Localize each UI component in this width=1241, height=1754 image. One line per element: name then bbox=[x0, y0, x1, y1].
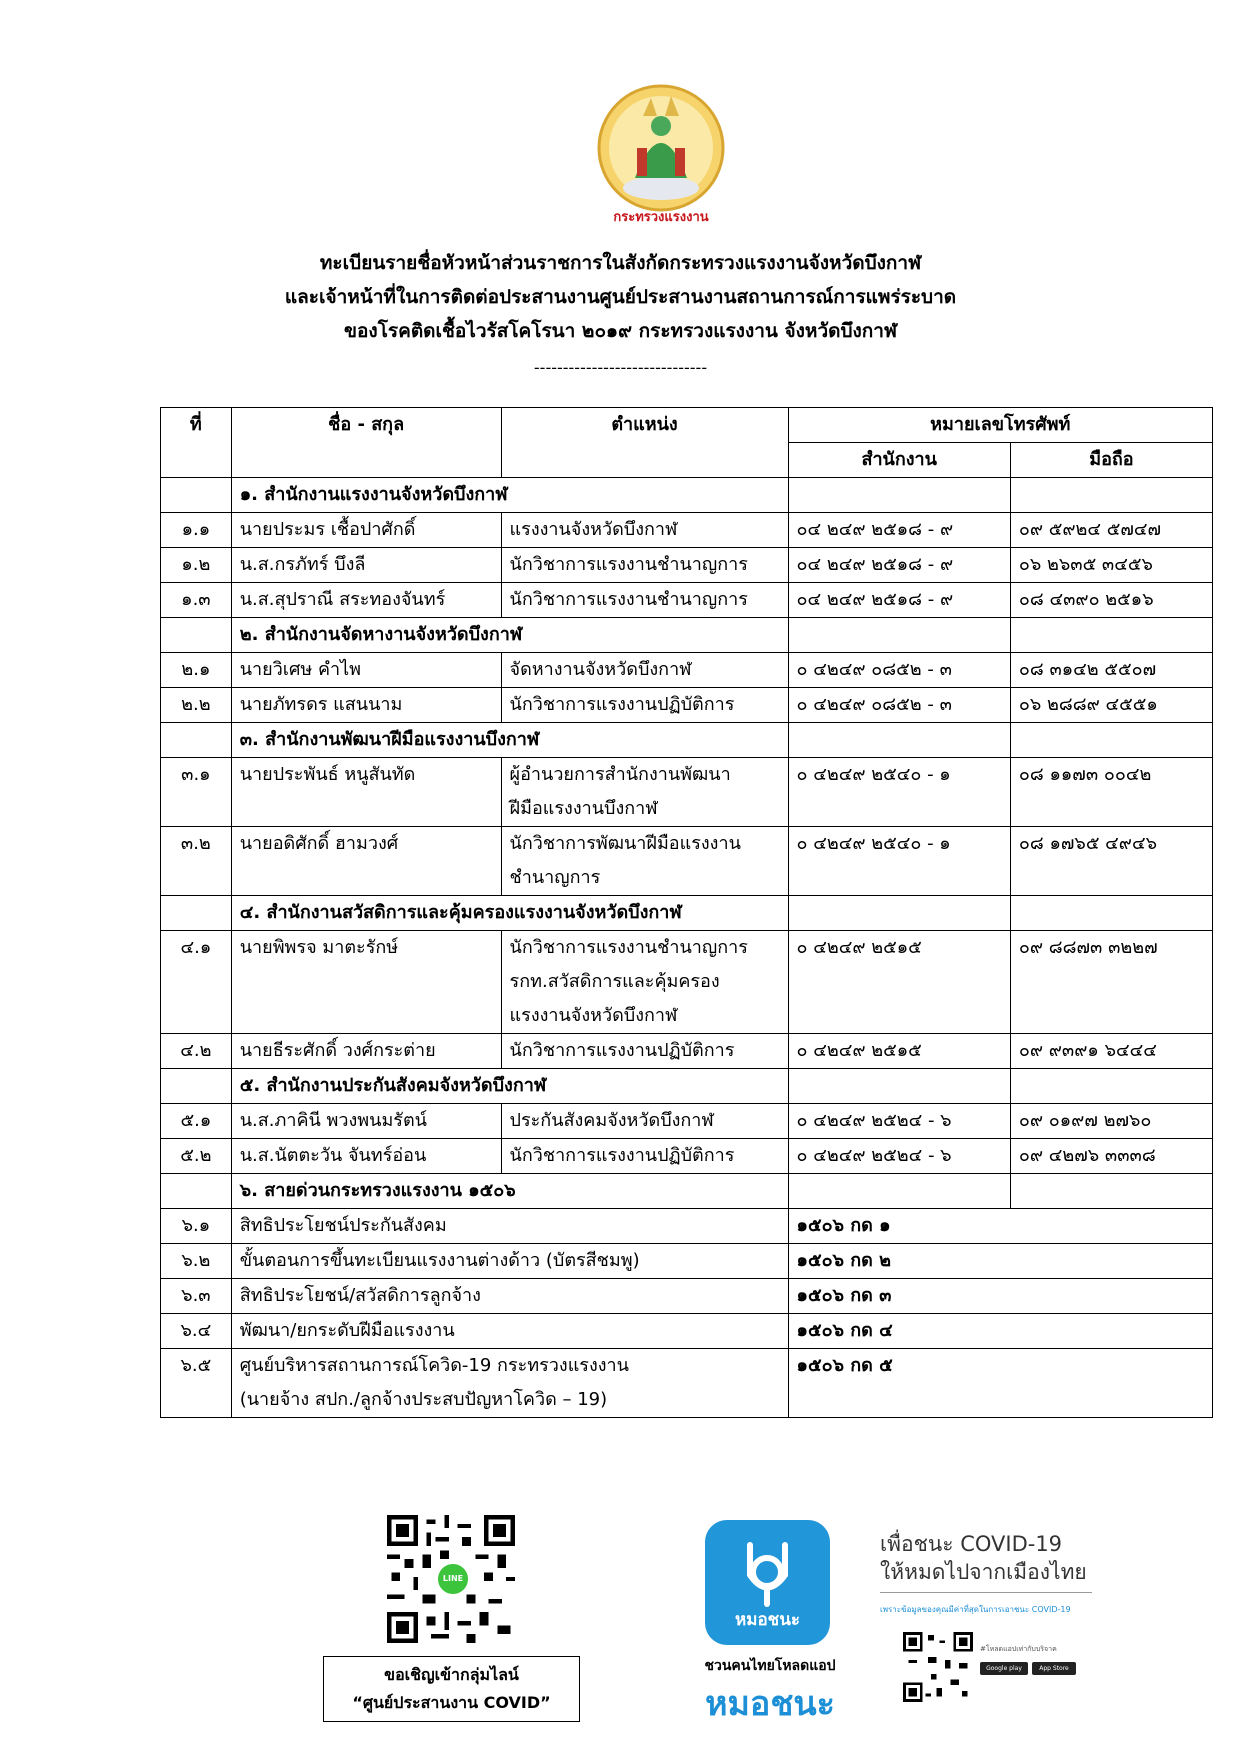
hotline-label: สิทธิประโยชน์/สวัสดิการลูกจ้าง bbox=[231, 1279, 788, 1314]
hotline-row bbox=[161, 1349, 1213, 1418]
section-row bbox=[161, 478, 1213, 513]
row-position: ประกันสังคมจังหวัดบึงกาฬ bbox=[501, 1104, 788, 1139]
row-name: น.ส.กรภัทร์ บึงลี bbox=[231, 548, 501, 583]
row-office-phone: ๐ ๔๒๔๙ ๒๕๒๔ - ๖ bbox=[788, 1139, 1010, 1174]
row-name: นายวิเศษ คำไพ bbox=[231, 653, 501, 688]
row-position: นักวิชาการแรงงานชำนาญการ bbox=[501, 548, 788, 583]
row-mobile-phone: ๐๘ ๔๓๙๐ ๒๕๑๖ bbox=[1010, 583, 1212, 618]
row-no: ๔.๑ bbox=[161, 931, 232, 1034]
row-name: น.ส.ภาคินี พวงพนมรัตน์ bbox=[231, 1104, 501, 1139]
row-office-phone: ๐ ๔๒๔๙ ๒๕๑๕ bbox=[788, 1034, 1010, 1069]
row-office-phone: ๐๔ ๒๔๙ ๒๕๑๘ - ๙ bbox=[788, 548, 1010, 583]
covid-divider bbox=[880, 1592, 1092, 1593]
line-group-caption-line2: “ศูนย์ประสานงาน COVID” bbox=[352, 1693, 551, 1712]
line-icon: LINE bbox=[436, 1562, 470, 1596]
section-title: ๖. สายด่วนกระทรวงแรงงาน ๑๕๐๖ bbox=[231, 1174, 788, 1209]
row-no: ๖.๑ bbox=[161, 1209, 232, 1244]
row-mobile-phone: ๐๙ ๐๑๙๗ ๒๗๖๐ bbox=[1010, 1104, 1212, 1139]
row-no: ๕.๑ bbox=[161, 1104, 232, 1139]
contact-table bbox=[160, 407, 1213, 1418]
row-position bbox=[501, 758, 788, 827]
row-position: แรงงานจังหวัดบึงกาฬ bbox=[501, 513, 788, 548]
app-brand: หมอชนะ bbox=[705, 1684, 835, 1724]
title-divider: ------------------------------ bbox=[533, 358, 708, 377]
row-office-phone: ๐๔ ๒๔๙ ๒๕๑๘ - ๙ bbox=[788, 583, 1010, 618]
row-position-line: รกท.สวัสดิการและคุ้มครอง bbox=[509, 971, 720, 992]
table-row bbox=[161, 688, 1213, 723]
row-no: ๖.๒ bbox=[161, 1244, 232, 1279]
row-office-phone: ๐ ๔๒๔๙ ๒๕๔๐ - ๑ bbox=[788, 827, 1010, 896]
row-position: นักวิชาการแรงงานชำนาญการ bbox=[501, 583, 788, 618]
row-no: ๑.๓ bbox=[161, 583, 232, 618]
hotline-label: ขั้นตอนการขึ้นทะเบียนแรงงานต่างด้าว (บัตรสีชมพู) bbox=[231, 1244, 788, 1279]
row-no: ๖.๓ bbox=[161, 1279, 232, 1314]
line-group-caption bbox=[323, 1656, 580, 1722]
row-office-phone: ๐ ๔๒๔๙ ๐๘๕๒ - ๓ bbox=[788, 653, 1010, 688]
header-name: ชื่อ - สกุล bbox=[231, 408, 501, 478]
doc-title-line3: ของโรคติดเชื้อไวรัสโคโรนา ๒๐๑๙ กระทรวงแรงงาน จังหวัดบึงกาฬ bbox=[344, 320, 897, 342]
section-row bbox=[161, 618, 1213, 653]
row-office-phone: ๐ ๔๒๔๙ ๒๕๑๕ bbox=[788, 931, 1010, 1034]
section-title: ๔. สำนักงานสวัสดิการและคุ้มครองแรงงานจังหวัดบึงกาฬ bbox=[231, 896, 788, 931]
row-no: ๒.๑ bbox=[161, 653, 232, 688]
row-name: นายอดิศักดิ์ ฮามวงศ์ bbox=[231, 827, 501, 896]
header-office: สำนักงาน bbox=[788, 443, 1010, 478]
row-no: ๓.๑ bbox=[161, 758, 232, 827]
row-office-phone: ๐ ๔๒๔๙ ๒๕๒๔ - ๖ bbox=[788, 1104, 1010, 1139]
doc-title-line1: ทะเบียนรายชื่อหัวหน้าส่วนราชการในสังกัดกระทรวงแรงงานจังหวัดบึงกาฬ bbox=[319, 252, 922, 274]
doc-title-line2: และเจ้าหน้าที่ในการติดต่อประสานงานศูนย์ประสานงานสถานการณ์การแพร่ระบาด bbox=[284, 286, 957, 308]
row-no: ๕.๒ bbox=[161, 1139, 232, 1174]
section-row bbox=[161, 896, 1213, 931]
row-no: ๑.๒ bbox=[161, 548, 232, 583]
table-row bbox=[161, 653, 1213, 688]
hotline-row bbox=[161, 1244, 1213, 1279]
row-mobile-phone: ๐๙ ๕๙๒๔ ๕๗๔๗ bbox=[1010, 513, 1212, 548]
hotline-code: ๑๕๐๖ กด ๓ bbox=[788, 1279, 1212, 1314]
app-store-badge[interactable]: App Store bbox=[1032, 1662, 1076, 1675]
row-position: จัดหางานจังหวัดบึงกาฬ bbox=[501, 653, 788, 688]
table-row bbox=[161, 548, 1213, 583]
header-position: ตำแหน่ง bbox=[501, 408, 788, 478]
row-name: นายประมร เชื้อปาศักดิ์ bbox=[231, 513, 501, 548]
table-row bbox=[161, 513, 1213, 548]
covid-headline-2: ให้หมดไปจากเมืองไทย bbox=[880, 1560, 1087, 1584]
header-phone: หมายเลขโทรศัพท์ bbox=[788, 408, 1212, 443]
hotline-code: ๑๕๐๖ กด ๑ bbox=[788, 1209, 1212, 1244]
table-row bbox=[161, 1104, 1213, 1139]
row-mobile-phone: ๐๖ ๒๖๓๕ ๓๔๕๖ bbox=[1010, 548, 1212, 583]
section-title: ๓. สำนักงานพัฒนาฝีมือแรงงานบึงกาฬ bbox=[231, 723, 788, 758]
row-position: นักวิชาการแรงงานปฏิบัติการ bbox=[501, 1139, 788, 1174]
row-name: นายพิพรจ มาตะรักษ์ bbox=[231, 931, 501, 1034]
section-title: ๕. สำนักงานประกันสังคมจังหวัดบึงกาฬ bbox=[231, 1069, 788, 1104]
hotline-code: ๑๕๐๖ กด ๒ bbox=[788, 1244, 1212, 1279]
row-position: นักวิชาการแรงงานปฏิบัติการ bbox=[501, 688, 788, 723]
app-icon-label: หมอชนะ bbox=[735, 1610, 800, 1630]
hotline-label: สิทธิประโยชน์ประกันสังคม bbox=[231, 1209, 788, 1244]
hotline-label bbox=[231, 1349, 788, 1418]
ministry-logo bbox=[595, 78, 727, 228]
row-position-line: ผู้อำนวยการสำนักงานพัฒนา bbox=[509, 764, 731, 785]
row-name: นายธีระศักดิ์ วงศ์กระต่าย bbox=[231, 1034, 501, 1069]
hotline-row bbox=[161, 1314, 1213, 1349]
table-row bbox=[161, 1139, 1213, 1174]
row-no: ๓.๒ bbox=[161, 827, 232, 896]
row-mobile-phone: ๐๘ ๓๑๔๒ ๕๕๐๗ bbox=[1010, 653, 1212, 688]
row-no: ๖.๕ bbox=[161, 1349, 232, 1418]
section-row bbox=[161, 1069, 1213, 1104]
row-office-phone: ๐ ๔๒๔๙ ๐๘๕๒ - ๓ bbox=[788, 688, 1010, 723]
section-row bbox=[161, 723, 1213, 758]
row-position-line: ชำนาญการ bbox=[509, 867, 601, 888]
row-office-phone: ๐ ๔๒๔๙ ๒๕๔๐ - ๑ bbox=[788, 758, 1010, 827]
svg-text:กระทรวงแรงงาน: กระทรวงแรงงาน bbox=[613, 210, 709, 225]
table-row bbox=[161, 931, 1213, 1034]
hotline-label: พัฒนา/ยกระดับฝีมือแรงงาน bbox=[231, 1314, 788, 1349]
table-row bbox=[161, 758, 1213, 827]
row-mobile-phone: ๐๙ ๘๘๗๓ ๓๒๒๗ bbox=[1010, 931, 1212, 1034]
row-position bbox=[501, 931, 788, 1034]
hotline-row bbox=[161, 1209, 1213, 1244]
hotline-label-line: ศูนย์บริหารสถานการณ์โควิด-19 กระทรวงแรงงาน bbox=[239, 1355, 629, 1376]
row-no: ๒.๒ bbox=[161, 688, 232, 723]
row-mobile-phone: ๐๘ ๑๑๗๓ ๐๐๔๒ bbox=[1010, 758, 1212, 827]
app-qr-code[interactable] bbox=[903, 1632, 973, 1702]
row-position-line: ฝีมือแรงงานบึงกาฬ bbox=[509, 798, 658, 819]
section-title: ๑. สำนักงานแรงงานจังหวัดบึงกาฬ bbox=[231, 478, 788, 513]
header-mobile: มือถือ bbox=[1010, 443, 1212, 478]
table-row bbox=[161, 1034, 1213, 1069]
row-name: น.ส.สุปราณี สระทองจันทร์ bbox=[231, 583, 501, 618]
google-play-badge[interactable]: Google play bbox=[980, 1662, 1028, 1675]
row-name: น.ส.นัตตะวัน จันทร์อ่อน bbox=[231, 1139, 501, 1174]
row-name: นายภัทรดร แสนนาม bbox=[231, 688, 501, 723]
row-mobile-phone: ๐๙ ๔๒๗๖ ๓๓๓๘ bbox=[1010, 1139, 1212, 1174]
covid-subtext: เพราะข้อมูลของคุณมีค่าที่สุดในการเอาชนะ COVID-19 bbox=[880, 1605, 1071, 1614]
app-tagline: ชวนคนไทยโหลดแอป bbox=[704, 1658, 836, 1674]
hotline-row bbox=[161, 1279, 1213, 1314]
row-position-line: แรงงานจังหวัดบึงกาฬ bbox=[509, 1005, 678, 1026]
covid-headline-1: เพื่อชนะ COVID-19 bbox=[880, 1532, 1063, 1556]
row-no: ๖.๔ bbox=[161, 1314, 232, 1349]
download-hashtag: #โหลดแอปเท่ากับบริจาค bbox=[980, 1645, 1057, 1653]
row-position: นักวิชาการแรงงานปฏิบัติการ bbox=[501, 1034, 788, 1069]
row-name: นายประพันธ์ หนูสันทัด bbox=[231, 758, 501, 827]
line-group-caption-line1: ขอเชิญเข้ากลุ่มไลน์ bbox=[384, 1665, 519, 1684]
hotline-label-line: (นายจ้าง สปก./ลูกจ้างประสบปัญหาโควิด – 19) bbox=[239, 1389, 608, 1410]
section-row bbox=[161, 1174, 1213, 1209]
table-row bbox=[161, 583, 1213, 618]
table-row bbox=[161, 827, 1213, 896]
hotline-code: ๑๕๐๖ กด ๔ bbox=[788, 1314, 1212, 1349]
row-position bbox=[501, 827, 788, 896]
row-position-line: นักวิชาการพัฒนาฝีมือแรงงาน bbox=[509, 833, 741, 854]
morchana-app-icon[interactable] bbox=[705, 1520, 830, 1645]
row-no: ๔.๒ bbox=[161, 1034, 232, 1069]
section-title: ๒. สำนักงานจัดหางานจังหวัดบึงกาฬ bbox=[231, 618, 788, 653]
row-mobile-phone: ๐๙ ๙๓๙๑ ๖๔๔๔ bbox=[1010, 1034, 1212, 1069]
row-position-line: นักวิชาการแรงงานชำนาญการ bbox=[509, 937, 748, 958]
row-no: ๑.๑ bbox=[161, 513, 232, 548]
header-no: ที่ bbox=[161, 408, 232, 478]
row-mobile-phone: ๐๖ ๒๘๘๙ ๔๕๕๑ bbox=[1010, 688, 1212, 723]
row-office-phone: ๐๔ ๒๔๙ ๒๕๑๘ - ๙ bbox=[788, 513, 1010, 548]
row-mobile-phone: ๐๘ ๑๗๖๕ ๔๙๔๖ bbox=[1010, 827, 1212, 896]
hotline-code: ๑๕๐๖ กด ๕ bbox=[788, 1349, 1212, 1418]
